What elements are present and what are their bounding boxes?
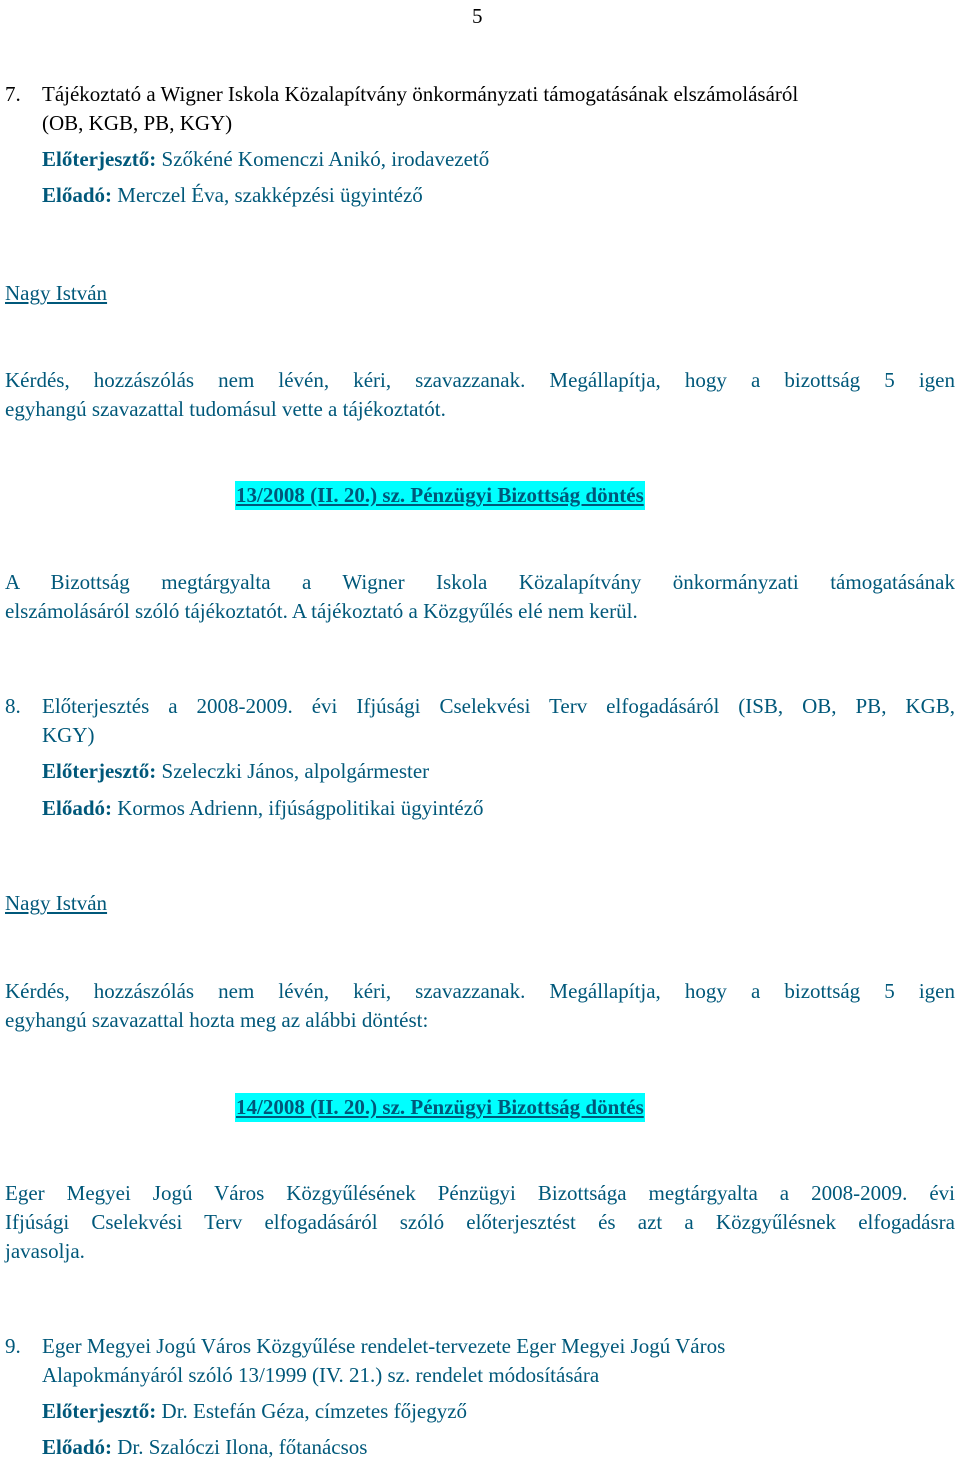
presenter-label: Előterjesztő: — [42, 1399, 157, 1423]
presenter-line — [42, 757, 429, 786]
decision-title: 13/2008 (II. 20.) sz. Pénzügyi Bizottság döntés — [235, 481, 645, 510]
item-title-line2: (OB, KGB, PB, KGY) — [42, 111, 233, 135]
decision-text-line3: javasolja. — [5, 1239, 85, 1263]
speaker-line — [42, 1433, 367, 1462]
decision-text-line1: A Bizottság megtárgyalta a Wigner Iskola Közalapítvány önkormányzati támogatásának — [5, 570, 955, 594]
item-title-line1: Eger Megyei Jogú Város Közgyűlése rendelet-tervezete Eger Megyei Jogú Város — [42, 1334, 726, 1358]
speaker-value: Kormos Adrienn, ifjúságpolitikai ügyintéző — [117, 796, 484, 820]
presenter-line — [42, 145, 489, 174]
item-number: 8. — [5, 694, 21, 718]
item-number: 7. — [5, 82, 21, 106]
presenter-value: Dr. Estefán Géza, címzetes főjegyző — [161, 1399, 468, 1423]
presenter-value: Szeleczki János, alpolgármester — [161, 759, 430, 783]
decision-text-line2: elszámolásáról szóló tájékoztatót. A tájékoztató a Közgyűlés elé nem kerül. — [5, 599, 638, 623]
page-number: 5 — [472, 4, 483, 28]
item-title-line1: Előterjesztés a 2008-2009. évi Ifjúsági Cselekvési Terv elfogadásáról (ISB, OB, PB, KGB, — [42, 694, 955, 718]
speaker-value: Merczel Éva, szakképzési ügyintéző — [117, 183, 423, 207]
chair-name: Nagy István — [5, 281, 108, 305]
speaker-value: Dr. Szalóczi Ilona, főtanácsos — [117, 1435, 368, 1459]
body-text-line2: egyhangú szavazattal tudomásul vette a tájékoztatót. — [5, 397, 446, 421]
item-title-line1: Tájékoztató a Wigner Iskola Közalapítvány önkormányzati támogatásának elszámolásáról — [42, 82, 799, 106]
presenter-line — [42, 1397, 467, 1426]
chair-name: Nagy István — [5, 891, 108, 915]
presenter-label: Előterjesztő: — [42, 147, 157, 171]
presenter-label: Előterjesztő: — [42, 759, 157, 783]
speaker-label: Előadó: — [42, 796, 113, 820]
speaker-label: Előadó: — [42, 1435, 113, 1459]
body-text-line2: egyhangú szavazattal hozta meg az alábbi döntést: — [5, 1008, 429, 1032]
speaker-line — [42, 794, 484, 823]
body-text-line1: Kérdés, hozzászólás nem lévén, kéri, szavazzanak. Megállapítja, hogy a bizottság 5 igen — [5, 368, 955, 392]
item-title-line2: KGY) — [42, 723, 95, 747]
speaker-label: Előadó: — [42, 183, 113, 207]
body-text-line1: Kérdés, hozzászólás nem lévén, kéri, szavazzanak. Megállapítja, hogy a bizottság 5 igen — [5, 979, 955, 1003]
decision-text-line2: Ifjúsági Cselekvési Terv elfogadásáról szóló előterjesztést és azt a Közgyűlésnek elfogadásra — [5, 1210, 955, 1234]
item-number: 9. — [5, 1334, 21, 1358]
decision-text-line1: Eger Megyei Jogú Város Közgyűlésének Pénzügyi Bizottsága megtárgyalta a 2008-2009. évi — [5, 1181, 955, 1205]
decision-title: 14/2008 (II. 20.) sz. Pénzügyi Bizottság döntés — [235, 1093, 645, 1122]
speaker-line — [42, 181, 423, 210]
item-title-line2: Alapokmányáról szóló 13/1999 (IV. 21.) sz. rendelet módosítására — [42, 1363, 600, 1387]
presenter-value: Szőkéné Komenczi Anikó, irodavezető — [161, 147, 490, 171]
